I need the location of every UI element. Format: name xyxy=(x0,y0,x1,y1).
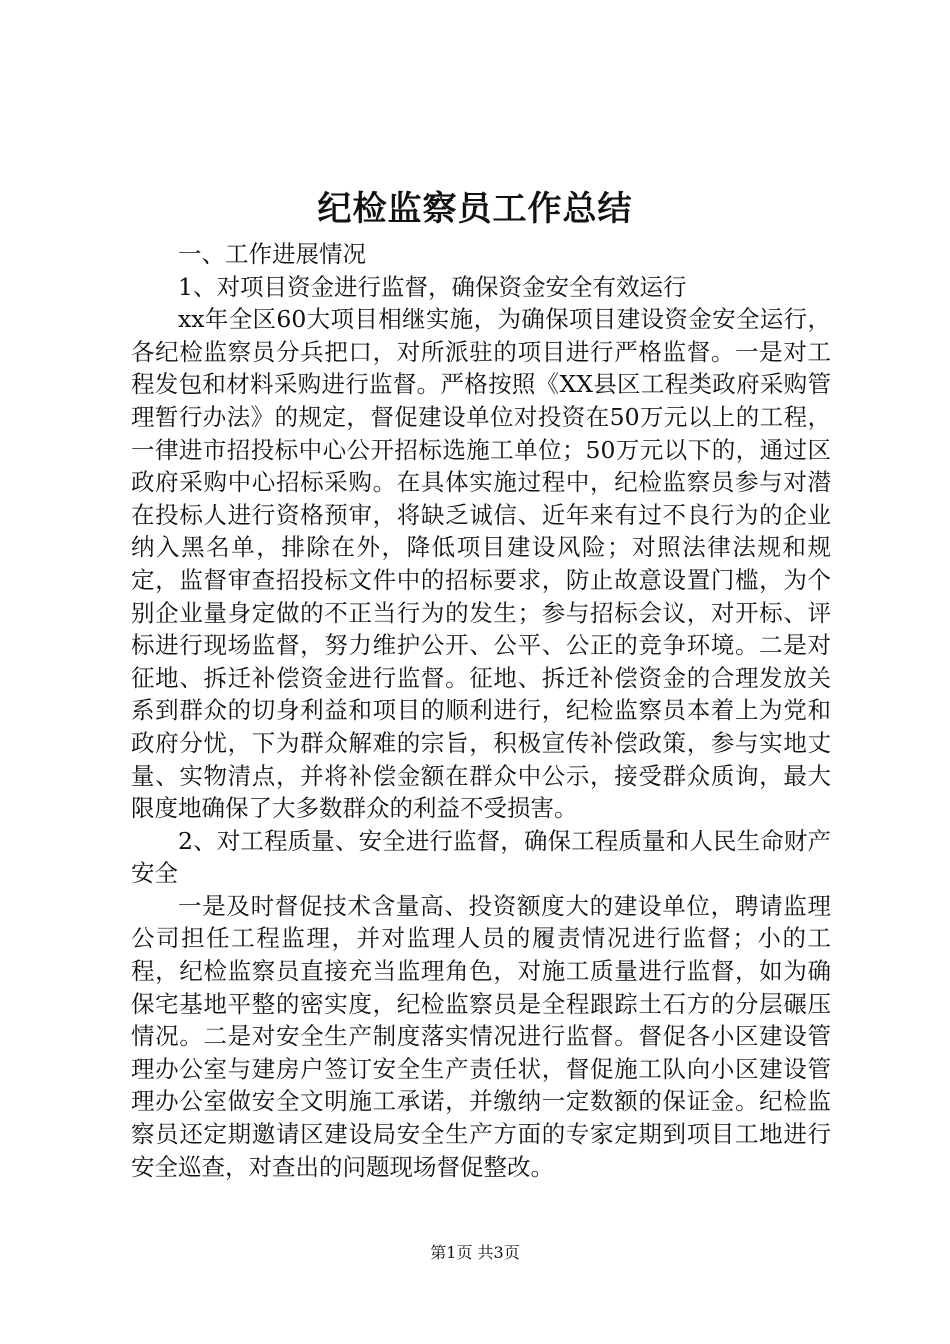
body-paragraph: 一是及时督促技术含量高、投资额度大的建设单位，聘请监理公司担任工程监理，并对监理人员的履责情况进行监督；小的工程，纪检监察员直接充当监理角色，对施工质量进行监督，如为确保宅基地平整的密实度，纪检监察员是全程跟踪土石方的分层碾压情况。二是对安全生产制度落实情况进行监督。督促各小区建设管理办公室与建房户签订安全生产责任状，督促施工队向小区建设管理办公室做安全文明施工承诺，并缴纳一定数额的保证金。纪检监察员还定期邀请区建设局安全生产方面的专家定期到项目工地进行安全巡查，对查出的问题现场督促整改。 xyxy=(131,891,831,1181)
body-paragraph: xx年全区60大项目相继实施，为确保项目建设资金安全运行，各纪检监察员分兵把口，对所派驻的项目进行严格监督。一是对工程发包和材料采购进行监督。严格按照《XX县区工程类政府采购管理暂行办法》的规定，督促建设单位对投资在50万元以上的工程，一律进市招投标中心公开招标选施工单位；50万元以下的，通过区政府采购中心招标采购。在具体实施过程中，纪检监察员参与对潜在投标人进行资格预审，将缺乏诚信、近年来有过不良行为的企业纳入黑名单，排除在外，降低项目建设风险；对照法律法规和规定，监督审查招投标文件中的招标要求，防止故意设置门槛，为个别企业量身定做的不正当行为的发生；参与招标会议，对开标、评标进行现场监督，努力维护公开、公平、公正的竞争环境。二是对征地、拆迁补偿资金进行监督。征地、拆迁补偿资金的合理发放关系到群众的切身利益和项目的顺利进行，纪检监察员本着上为党和政府分忧，下为群众解难的宗旨，积极宣传补偿政策，参与实地丈量、实物清点，并将补偿金额在群众中公示，接受群众质询，最大限度地确保了大多数群众的利益不受损害。 xyxy=(131,305,831,823)
subsection-heading: 2、对工程质量、安全进行监督，确保工程质量和人民生命财产安全 xyxy=(131,826,831,888)
document-body xyxy=(131,238,831,1183)
document-title: 纪检监察员工作总结 xyxy=(317,189,633,229)
subsection-heading: 1、对项目资金进行监督，确保资金安全有效运行 xyxy=(178,272,687,301)
section-heading: 一、工作进展情况 xyxy=(178,240,366,268)
page-footer: 第1页 共3页 xyxy=(430,1243,520,1262)
